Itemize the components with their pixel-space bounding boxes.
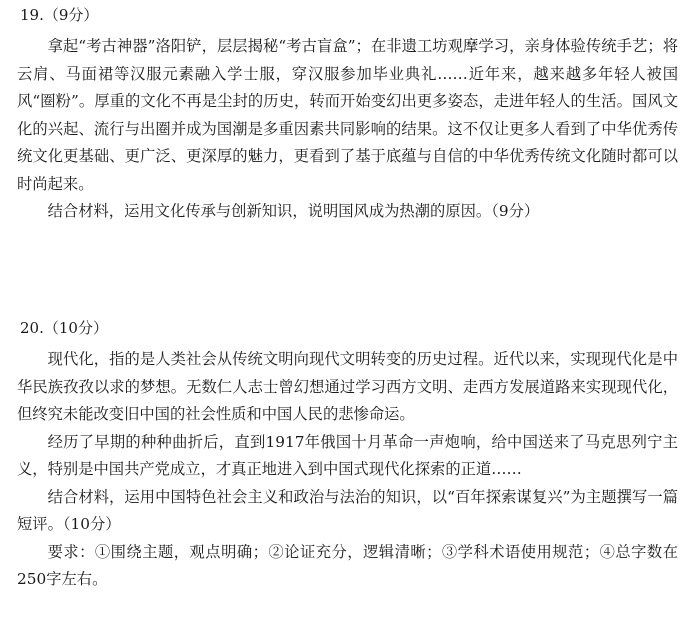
question-19-header: 19.（9分） [20,6,99,24]
question-19-material: 拿起“考古神器”洛阳铲，层层揭秘“考古盲盒”；在非遗工坊观摩学习，亲身体验传统手艺；将云肩、马面裙等汉服元素融入学士服，穿汉服参加毕业典礼……近年来，越来越多年轻人被国风“圈粉”。厚重的文化不再是尘封的历史，转而开始变幻出更多姿态，走进年轻人的生活。国风文化的兴起、流行与出圈并成为国潮是多重因素共同影响的结果。这不仅让更多人看到了中华优秀传统文化更基础、更广泛、更深厚的魅力，更看到了基于底蕴与自信的中华优秀传统文化随时都可以时尚起来。 [17,37,678,193]
question-20-header: 20.（10分） [20,319,108,337]
question-19-prompt: 结合材料，运用文化传承与创新知识，说明国风成为热潮的原因。（9分） [47,202,540,220]
question-20-requirements: 要求：①围绕主题，观点明确；②论证充分，逻辑清晰；③学科术语使用规范；④总字数在250字左右。 [17,542,678,588]
question-20 [17,318,678,594]
question-19 [17,5,678,226]
question-20-prompt: 结合材料，运用中国特色社会主义和政治与法治的知识，以“百年探索谋复兴”为主题撰写一篇短评。（10分） [17,487,678,533]
question-20-material-1: 现代化，指的是人类社会从传统文明向现代文明转变的历史过程。近代以来，实现现代化是中华民族孜孜以求的梦想。无数仁人志士曾幻想通过学习西方文明、走西方发展道路来实现现代化，但终究未能改变旧中国的社会性质和中国人民的悲惨命运。 [17,350,678,423]
question-20-material-2: 经历了早期的种种曲折后，直到1917年俄国十月革命一声炮响，给中国送来了马克思列宁主义，特别是中国共产党成立，才真正地进入到中国式现代化探索的正道…… [17,432,678,478]
